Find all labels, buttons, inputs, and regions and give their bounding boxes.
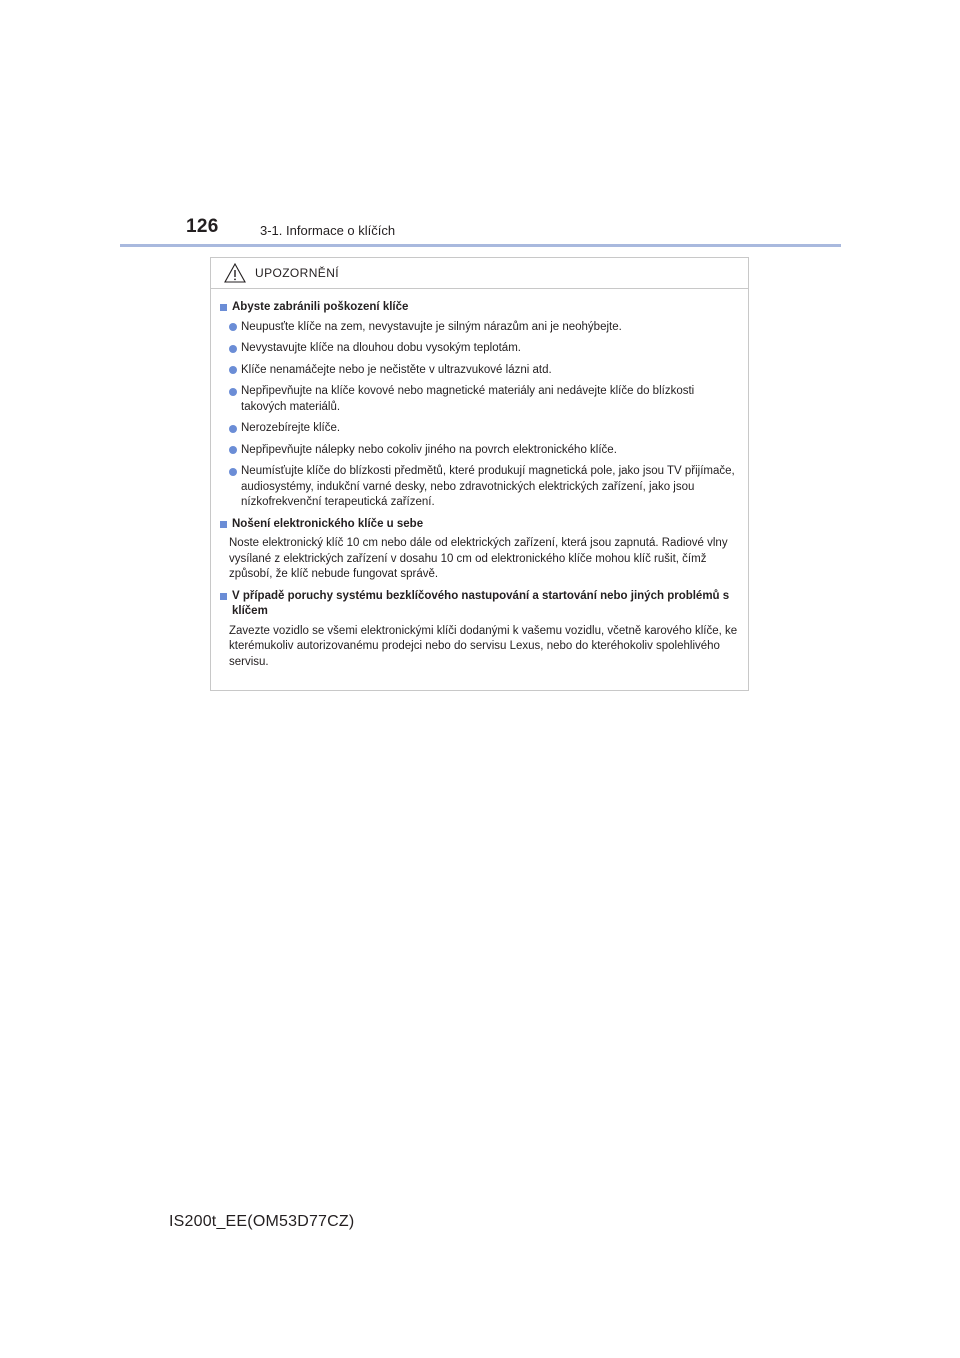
list-item-text: Nerozebírejte klíče. (241, 422, 341, 434)
list-item (229, 320, 742, 336)
bullet-dot-icon (229, 468, 237, 476)
section-paragraph: Zavezte vozidlo se všemi elektronickými klíči dodanými k vašemu vozidlu, včetně karového klíče, ke kterémukoliv autorizovanému prodejci nebo do servisu Lexus, nebo do kteréhokoliv spolehlivého servisu. (229, 624, 738, 668)
list-item (229, 341, 742, 357)
section-heading (219, 300, 742, 316)
section-paragraph: Noste elektronický klíč 10 cm nebo dále od elektrických zařízení, která jsou zapnutá. Radiové vlny vysílané z elektrických zařízení v dosahu 10 cm od elektronického klíče mohou klíč rušit, čímž způsobí, že klíč nebude fungovat správě. (229, 537, 728, 580)
list-item-text: Nepřipevňujte nálepky nebo cokoliv jiného na povrch elektronického klíče. (241, 443, 617, 456)
footer-model-code: IS200t_EE(OM53D77CZ) (169, 1213, 355, 1230)
section-heading (219, 589, 742, 620)
list-item (229, 443, 742, 459)
list-item (229, 384, 742, 415)
list-item-text: Neupusťte klíče na zem, nevystavujte je silným nárazům ani je neohýbejte. (241, 320, 622, 333)
list-item (229, 363, 742, 379)
list-item (229, 421, 742, 437)
square-bullet-icon (220, 593, 227, 600)
list-item (229, 464, 742, 511)
section-heading (219, 517, 742, 533)
list-item-text: Neumísťujte klíče do blízkosti předmětů, které produkují magnetická pole, jako jsou TV přijímače, audiosystémy, indukční varné desky, nebo zdravotnických elektrických zařízení, jako jsou nízkofrekvenční terapeutická zařízení. (241, 465, 735, 508)
bullet-dot-icon (229, 345, 237, 353)
warning-box (210, 257, 749, 691)
warning-section (219, 589, 742, 671)
page-number: 126 (186, 216, 219, 237)
list-item-text: Klíče nenamáčejte nebo je nečistěte v ultrazvukové lázni atd. (241, 363, 552, 376)
warning-header (211, 258, 748, 289)
warning-section (219, 517, 742, 583)
warning-title: UPOZORNĚNÍ (255, 266, 340, 280)
list-item-text: Nevystavujte klíče na dlouhou dobu vysokým teplotám. (241, 342, 521, 354)
square-bullet-icon (220, 521, 227, 528)
bullet-dot-icon (229, 366, 237, 374)
warning-triangle-icon (224, 263, 246, 283)
section-heading-text: V případě poruchy systému bezklíčového nastupování a startování nebo jiných problémů s klíčem (232, 589, 730, 617)
section-heading-text: Abyste zabránili poškození klíče (232, 301, 409, 313)
header-rule (120, 244, 841, 247)
list-item-text: Nepřipevňujte na klíče kovové nebo magnetické materiály ani nedávejte klíče do blízkosti takových materiálů. (241, 385, 695, 413)
bullet-dot-icon (229, 388, 237, 396)
warning-content (211, 289, 748, 670)
section-title: 3-1. Informace o klíčích (260, 223, 396, 238)
square-bullet-icon (220, 304, 227, 311)
bullet-dot-icon (229, 425, 237, 433)
section-heading-text: Nošení elektronického klíče u sebe (232, 517, 424, 530)
bullet-dot-icon (229, 323, 237, 331)
bullet-dot-icon (229, 446, 237, 454)
warning-section (219, 300, 742, 511)
